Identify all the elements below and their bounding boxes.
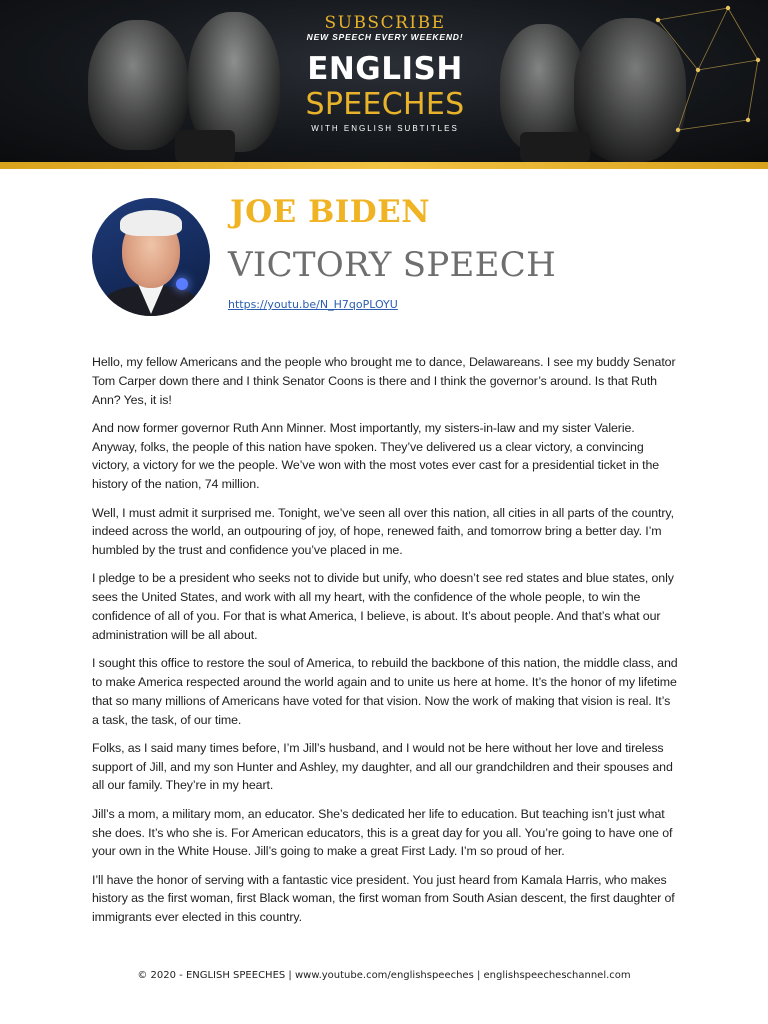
banner-divider [0,162,768,169]
speech-title: VICTORY SPEECH [228,245,557,285]
speaker-portrait [88,20,188,150]
brand-subtitle: WITH ENGLISH SUBTITLES [311,124,459,133]
paragraph: I pledge to be a president who seeks not to divide but unify, who doesn’t see red states and blue states, only sees the United States, and work with all my heart, with the confidence of the whole people, to win the confidence of all of you. For that is what America, I believe, is about. It’s about people. And that’s what our administration will be all about. [92,571,674,642]
paragraph: Folks, as I said many times before, I’m Jill’s husband, and I would not be here without her love and tireless support of Jill, and my son Hunter and Ashley, my daughter, and all our grandchildren and their spouses and all our family. They’re in my heart. [92,740,673,793]
microphone-icon [520,132,590,162]
brand-title-bottom: SPEECHES [305,87,465,122]
paragraph: And now former governor Ruth Ann Minner. Most importantly, my sisters-in-law and my sister Valerie. Anyway, folks, the people of this nation have spoken. They’ve delivered us a clear victory, a convincing victory, a victory for we the people. We’ve won with the most votes ever cast for a presidential ticket in the history of the nation, 74 million. [92,420,660,492]
network-decoration [618,0,768,162]
paragraph: Jill’s a mom, a military mom, an educator. She’s dedicated her life to education. But teaching isn’t just what she does. It’s who she is. For American educators, this is a great day for you all. You’re going to have one of your own in the White House. Jill’s going to make a great First Lady. I’m so proud of her. [92,806,673,859]
page-footer: © 2020 - ENGLISH SPEECHES | www.youtube.com/englishspeeches | englishspeecheschannel.com [137,970,631,981]
paragraph: Hello, my fellow Americans and the people who brought me to dance, Delawareans. I see my buddy Senator Tom Carper down there and I think Senator Coons is there and I think the governor’s around. Is that Ruth Ann? Yes, it is! [92,355,676,407]
speech-transcript [92,353,680,937]
brand-logo [290,14,480,135]
speaker-name: JOE BIDEN [230,194,431,230]
microphone-icon [175,130,235,162]
paragraph: I sought this office to restore the soul of America, to rebuild the backbone of this nation, the middle class, and to make America respected around the world again and to unite us here at home. It’s the honor of my lifetime that so many millions of Americans have voted for that vision. Now the work of making that vision is real. It’s a task, the task, of our time. [92,656,678,727]
brand-title-top: ENGLISH [307,51,463,87]
video-link[interactable]: https://youtu.be/N_H7qoPLOYU [228,298,398,311]
tagline: NEW SPEECH EVERY WEEKEND! [306,32,464,42]
speaker-avatar [92,198,210,316]
subscribe-label: SUBSCRIBE [324,13,446,33]
header-banner [0,0,768,162]
paragraph: Well, I must admit it surprised me. Tonight, we’ve seen all over this nation, all cities in all parts of the country, indeed across the world, an outpouring of joy, of hope, renewed faith, and tomorrow bring a better day. I’m humbled by the trust and confidence you’ve placed in me. [92,505,674,558]
paragraph: I’ll have the honor of serving with a fantastic vice president. You just heard from Kamala Harris, who makes history as the first woman, first Black woman, the first woman from South Asian descent, the first daughter of immigrants ever elected in this country. [92,872,675,925]
